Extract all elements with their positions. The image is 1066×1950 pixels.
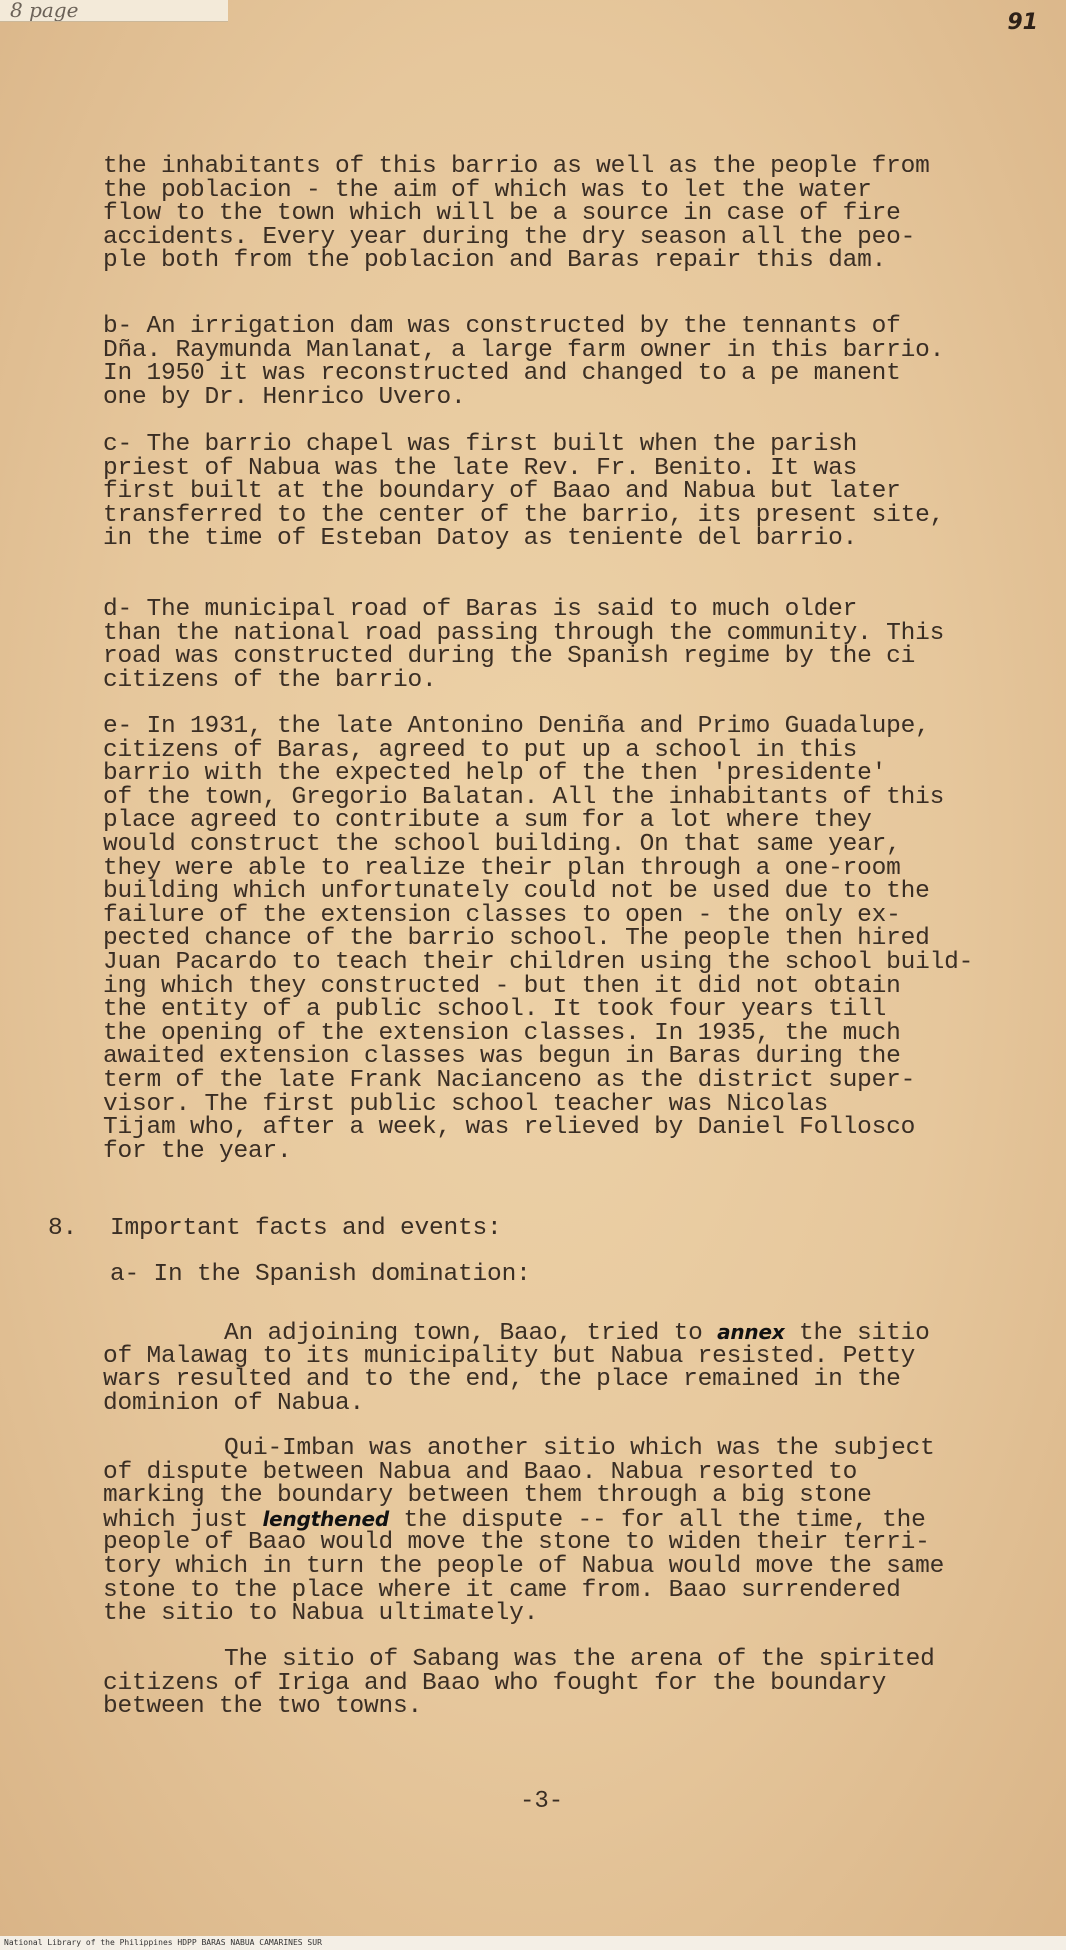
text-line: of the town, Gregorio Balatan. All the inhabitants of this [103,783,945,811]
item-b-paragraph [103,315,1023,409]
item-c-paragraph [103,433,1023,551]
section-number: 8. [48,1215,78,1242]
text-line: The sitio of Sabang was the arena of the spirited [224,1646,935,1673]
archive-info-strip: National Library of the Philippines HDPP BARAS NABUA CAMARINES SUR [0,1936,1066,1950]
text-line: flow to the town which will be a source in case of fire [103,200,901,228]
text-line: ing which they constructed - but then it did not obtain [103,972,901,1000]
text-line: Tijam who, after a week, was relieved by Daniel Follosco [103,1114,916,1142]
handwritten-annotation: annex [717,1320,785,1344]
page-footer-number: -3- [520,1788,564,1815]
text-line: road was constructed during the Spanish regime by the ci [103,643,916,671]
text-line: first built at the boundary of Baao and Nabua but later [103,478,901,506]
text-line: the sitio to Nabua ultimately. [103,1600,539,1628]
text-line: the inhabitants of this barrio as well as the people from [103,153,930,180]
text-line: failure of the extension classes to open - the only ex- [103,901,901,929]
text-line: of dispute between Nabua and Baao. Nabua resorted to [103,1458,858,1486]
archival-tape-label: 8 page [0,0,228,22]
item-d-paragraph [103,598,1023,692]
text-line: in the time of Esteban Datoy as teniente del barrio. [103,525,858,553]
text-line: people of Baao would move the stone to widen their terri- [103,1529,930,1557]
text-line: ple both from the poblacion and Baras repair this dam. [103,247,887,275]
text-line: barrio with the expected help of the then 'presidente' [103,760,887,788]
text-line: accidents. Every year during the dry season all the peo- [103,223,916,251]
text-line: pected chance of the barrio school. The people then hired [103,925,930,953]
text-line: An adjoining town, Baao, tried to annex the sitio [224,1320,930,1347]
text-line: e- In 1931, the late Antonino Deniña and Primo Guadalupe, [103,713,930,740]
text-line: In 1950 it was reconstructed and changed to a pe manent [103,360,901,388]
text-line: which just lengthened the dispute -- for all the time, the [103,1506,926,1534]
text-line: the entity of a public school. It took four years till [103,996,887,1024]
text-line: visor. The first public school teacher was Nicolas [103,1090,829,1118]
text-line: citizens of Baras, agreed to put up a school in this [103,736,858,764]
text-line: building which unfortunately could not be used due to the [103,878,930,906]
text-line: the poblacion - the aim of which was to let the water [103,176,872,204]
text-line: place agreed to contribute a sum for a lot where they [103,807,872,835]
subsection-heading: a- In the Spanish domination: [110,1261,531,1288]
text-line: term of the late Frank Nacianceno as the district super- [103,1066,916,1094]
text-line: b- An irrigation dam was constructed by the tennants of [103,313,901,340]
text-line: of Malawag to its municipality but Nabua resisted. Petty [103,1342,916,1370]
handwritten-page-number: 91 [1007,10,1038,35]
text-line: transferred to the center of the barrio, its present site, [103,501,945,529]
text-line: the opening of the extension classes. In 1935, the much [103,1019,901,1047]
text-line: than the national road passing through the community. This [103,619,945,647]
text-line: wars resulted and to the end, the place remained in the [103,1366,901,1394]
qui-imban-paragraph [103,1437,1023,1626]
text-line: dominion of Nabua. [103,1389,365,1417]
section-heading: Important facts and events: [110,1215,502,1242]
text-line: citizens of Iriga and Baao who fought for the boundary [103,1669,887,1697]
text-line: between the two towns. [103,1693,423,1721]
text-line: Qui-Imban was another sitio which was the subject [224,1435,935,1462]
text-line: priest of Nabua was the late Rev. Fr. Benito. It was [103,454,858,482]
text-line: would construct the school building. On that same year, [103,830,901,858]
sabang-paragraph [103,1648,1023,1719]
text-line: Juan Pacardo to teach their children using the school build- [103,948,974,976]
text-line: they were able to realize their plan through a one-room [103,854,901,882]
handwritten-annotation: lengthened [262,1506,389,1531]
item-e-paragraph [103,715,1023,1163]
text-line: one by Dr. Henrico Uvero. [103,383,466,411]
malawag-paragraph [103,1321,1023,1415]
text-line: stone to the place where it came from. Baao surrendered [103,1576,901,1604]
text-line: for the year. [103,1137,292,1165]
text-line: d- The municipal road of Baras is said to much older [103,596,858,623]
intro-paragraph [103,155,1023,273]
text-line: tory which in turn the people of Nabua would move the same [103,1552,945,1580]
text-line: awaited extension classes was begun in Baras during the [103,1043,901,1071]
text-line: Dña. Raymunda Manlanat, a large farm owner in this barrio. [103,336,945,364]
text-line: marking the boundary between them through a big stone [103,1482,872,1510]
text-line: citizens of the barrio. [103,666,437,694]
text-line: c- The barrio chapel was first built when the parish [103,431,858,458]
